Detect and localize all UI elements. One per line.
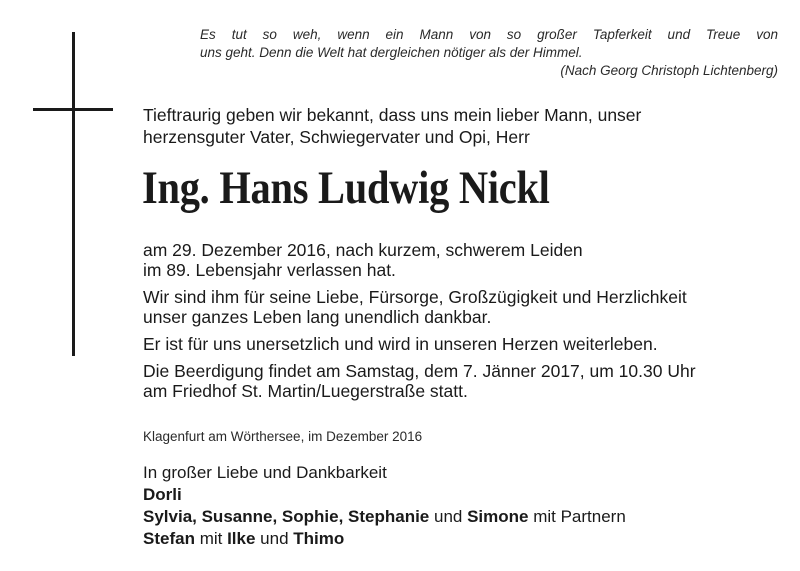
quote-line: Es tut so weh, wenn ein Mann von so großer Tapferkeit und Treue von [200, 27, 778, 42]
signature-name: Dorli [143, 485, 182, 504]
deceased-name: Ing. Hans Ludwig Nickl [142, 162, 550, 214]
cross-horizontal-bar [33, 108, 113, 111]
intro-line: Tieftraurig geben wir bekannt, dass uns mein lieber Mann, unser [143, 105, 642, 125]
signature-name: Stefan [143, 529, 195, 548]
intro-line: herzensguter Vater, Schwiegervater und Opi, Herr [143, 127, 530, 147]
cross-vertical-bar [72, 32, 75, 356]
signature-name: Simone [467, 507, 529, 526]
paragraph-line: Wir sind ihm für seine Liebe, Fürsorge, Großzügigkeit und Herzlichkeit [143, 287, 687, 307]
quote-source: (Nach Georg Christoph Lichtenberg) [560, 63, 778, 78]
signature-connector: und [429, 507, 468, 526]
signature-name: Ilke [227, 529, 256, 548]
paragraph-remembrance [143, 334, 783, 354]
paragraph-funeral [143, 361, 783, 401]
paragraph-line: unser ganzes Leben lang unendlich dankbar. [143, 307, 492, 327]
signature-connector: mit [194, 529, 228, 548]
signature-line-grandchildren [143, 528, 626, 550]
quote-line: uns geht. Denn die Welt hat dergleichen nötiger als der Himmel. [200, 45, 583, 60]
epigraph-quote [200, 26, 778, 80]
paragraph-line: am 29. Dezember 2016, nach kurzem, schwerem Leiden [143, 240, 583, 260]
paragraph-line: im 89. Lebensjahr verlassen hat. [143, 260, 396, 280]
announcement-body [143, 240, 783, 408]
place-and-date: Klagenfurt am Wörthersee, im Dezember 2016 [143, 429, 423, 444]
paragraph-line: Er ist für uns unersetzlich und wird in unseren Herzen weiterleben. [143, 334, 658, 354]
announcement-intro [143, 104, 783, 148]
paragraph-line: Die Beerdigung findet am Samstag, dem 7. Jänner 2017, um 10.30 Uhr [143, 361, 696, 381]
paragraph-gratitude [143, 287, 783, 327]
signature-connector: und [255, 529, 294, 548]
signature-name: Thimo [293, 529, 345, 548]
signature-line-children [143, 506, 626, 528]
signature-suffix: mit Partnern [528, 507, 626, 526]
signature-names: Sylvia, Susanne, Sophie, Stephanie [143, 507, 430, 526]
signature-intro: In großer Liebe und Dankbarkeit [143, 463, 387, 482]
paragraph-line: am Friedhof St. Martin/Luegerstraße statt. [143, 381, 468, 401]
paragraph-passing [143, 240, 783, 280]
signature-block [143, 462, 626, 550]
